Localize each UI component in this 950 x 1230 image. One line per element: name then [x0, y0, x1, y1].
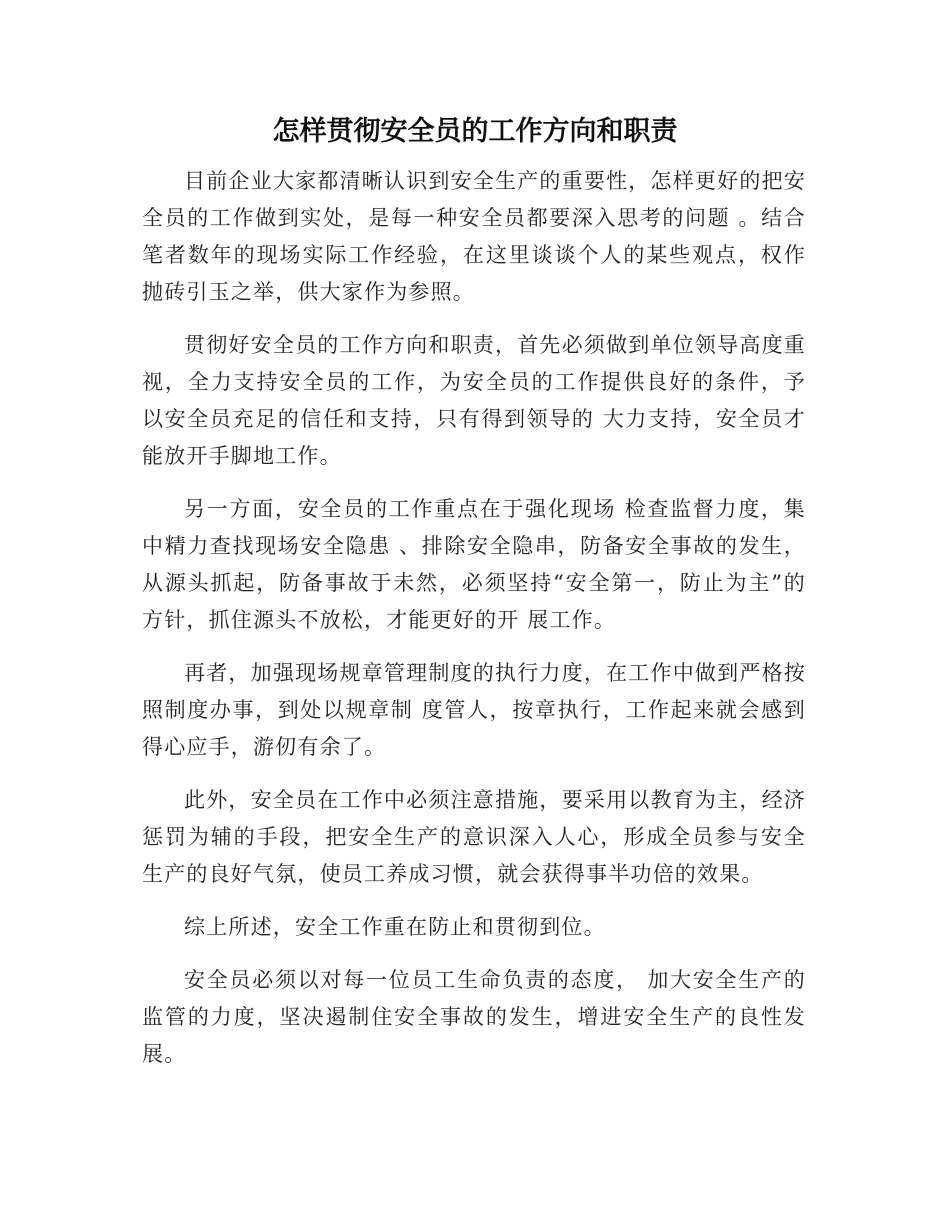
paragraph-site-inspection: 另一方面，安全员的工作重点在于强化现场 检查监督力度，集中精力查找现场安全隐患 、排除安全隐串，防备安全事故的发生，从源头抓起，防备事故于未然，必须坚持“安全第一，防止为主”的方针，抓住源头不放松，才能更好的开 展工作。 — [142, 497, 806, 632]
paragraph-education: 此外，安全员在工作中必须注意措施，要采用以教育为主，经济惩罚为辅的手段，把安全生产的意识深入人心，形成全员参与安全生产的良好气氛，使员工养成习惯，就会获得事半功倍的效果。 — [142, 788, 806, 886]
document-body — [142, 163, 806, 1089]
paragraph-conclusion: 安全员必须以对每一位员工生命负责的态度， 加大安全生产的监管的力度，坚决遏制住安全事故的发生，增进安全生产的良性发展。 — [142, 968, 806, 1066]
paragraph-intro: 目前企业大家都清晰认识到安全生产的重要性，怎样更好的把安全员的工作做到实处，是每一种安全员都要深入思考的问题 。结合笔者数年的现场实际工作经验，在这里谈谈个人的某些观点，权作抛砖引玉之举，供大家作为参照。 — [142, 169, 806, 304]
document-title: 怎样贯彻安全员的工作方向和职责 — [272, 116, 678, 147]
paragraph-regulations: 再者，加强现场规章管理制度的执行力度，在工作中做到严格按照制度办事，到处以规章制 度管人，按章执行，工作起来就会感到得心应手，游仞有余了。 — [142, 661, 806, 759]
paragraph-leadership-support: 贯彻好安全员的工作方向和职责，首先必须做到单位领导高度重视，全力支持安全员的工作，为安全员的工作提供良好的条件，予以安全员充足的信任和支持，只有得到领导的 大力支持，安全员才能放开手脚地工作。 — [142, 333, 806, 468]
paragraph-summary: 综上所述，安全工作重在防止和贯彻到位。 — [184, 915, 606, 939]
